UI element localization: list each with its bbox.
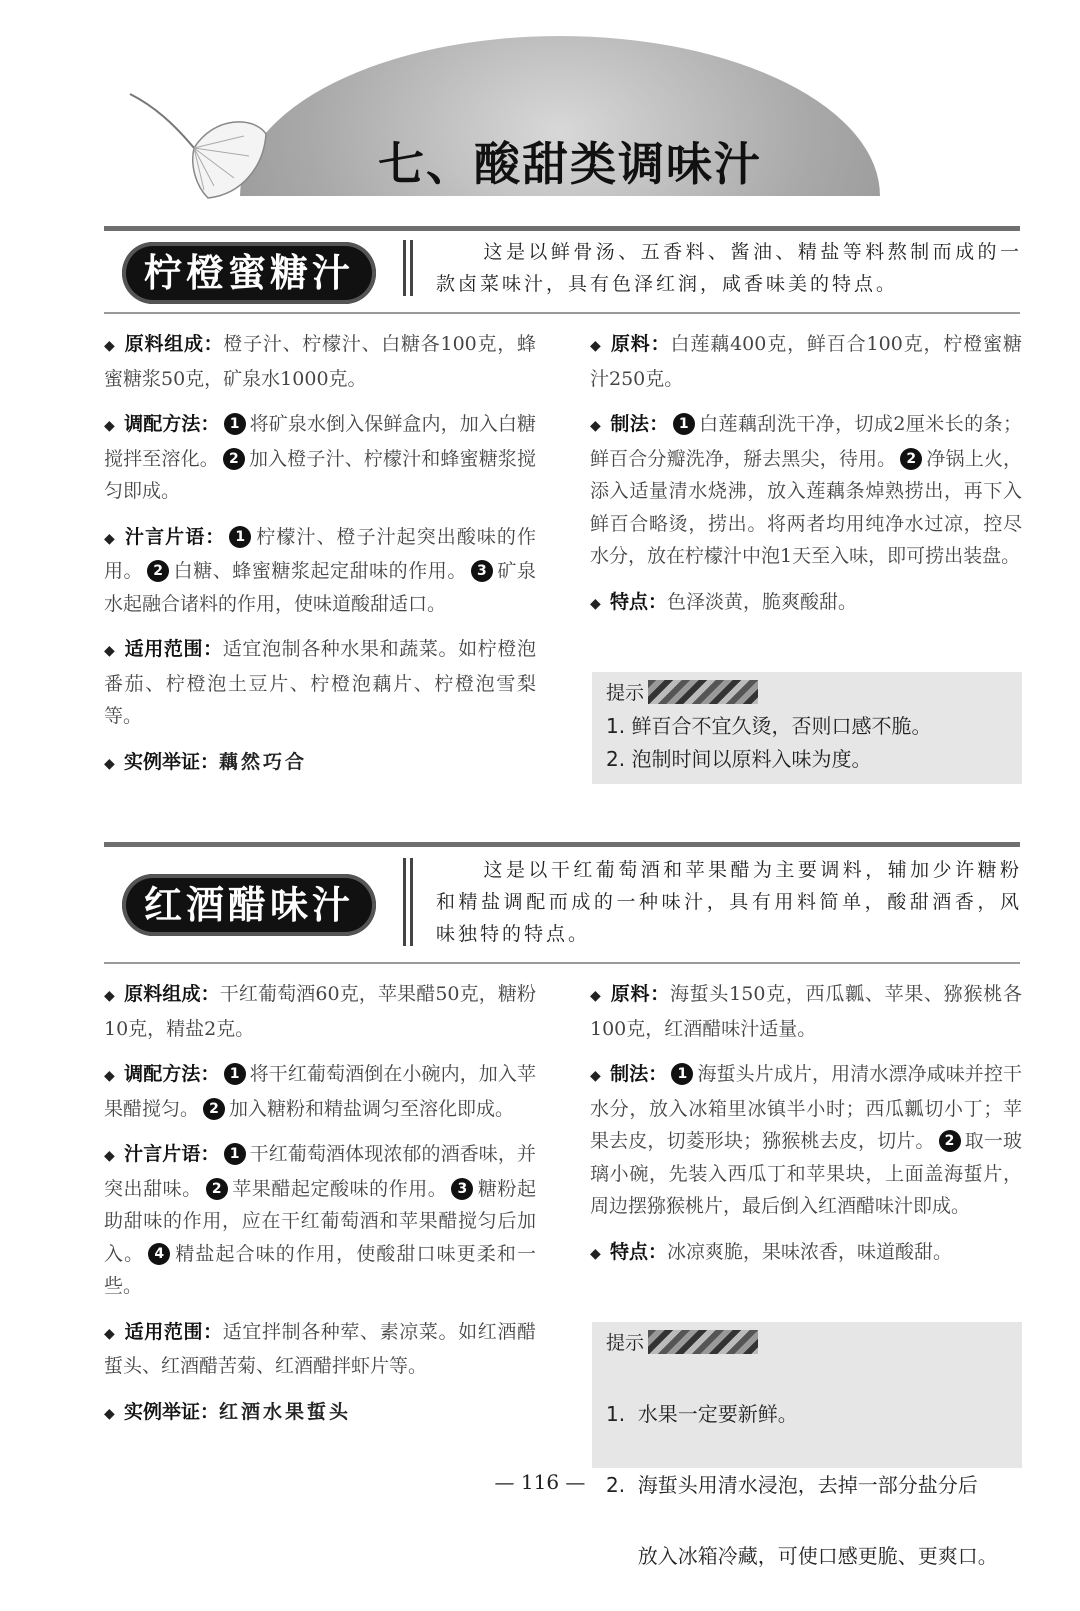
diamond-bullet-icon: ◆ [590,1068,601,1084]
section1-intro: 这是以鲜骨汤、五香料、酱油、精盐等料熬制而成的一款卤菜味汁，具有色泽红润，咸香味美的特点。 [436,241,1022,295]
section1-bottom-rule [104,312,1020,314]
notes-2: 白糖、蜂蜜糖浆起定甜味的作用。 [173,560,467,582]
diamond-bullet-icon: ◆ [104,338,115,354]
method-paragraph [104,1058,536,1125]
example-label: 实例举证： [124,1400,220,1423]
tip-item: 1. 鲜百合不宜久烫，否则口感不脆。 [606,714,932,738]
step-number-3: 3 [471,560,493,582]
step-number-1: 1 [224,1143,246,1165]
section2-right-column [590,978,1022,1283]
diamond-bullet-icon: ◆ [590,338,601,354]
diamond-bullet-icon: ◆ [590,1245,601,1262]
method-step-1: 将干红葡萄酒倒在小碗内，加入苹果醋搅匀。 [104,1063,536,1120]
recipe-ingredients-text: 海蜇头150克，西瓜瓤、苹果、猕猴桃各100克，红酒醋味汁适量。 [590,983,1022,1040]
feature-text: 色泽淡黄，脆爽酸甜。 [667,590,858,613]
recipe-ingredients-label: 原料： [610,983,670,1005]
step-number-3: 3 [451,1178,473,1200]
recipe-method-paragraph [590,1058,1022,1223]
step-number-1: 1 [224,413,246,435]
step-number-1: 1 [229,526,251,548]
recipe-ingredients-label: 原料： [610,333,671,355]
step-number-1: 1 [224,1063,246,1085]
ingredients-label: 原料组成： [124,333,224,355]
example-text: 藕然巧合 [219,750,308,773]
usage-label: 适用范围： [124,1320,223,1343]
tip-title: 提示 [606,682,645,704]
recipe-step-2: 净锅上火，添入适量清水烧沸，放入莲藕条焯熟捞出，再下入鲜百合略烫，捞出。将两者均用纯净水过凉，控尽水分，放在柠檬汁中泡1天至入味，即可捞出装盘。 [590,447,1022,567]
diamond-bullet-icon: ◆ [104,1068,115,1084]
tip-item: 2. 泡制时间以原料入味为度。 [606,747,872,771]
recipe-ingredients-paragraph [590,978,1022,1045]
step-number-2: 2 [206,1178,228,1200]
section2-divider [403,858,406,946]
section1-divider [403,240,406,296]
recipe-step-2: 取一玻璃小碗，先装入西瓜丁和苹果块，上面盖海蜇片，周边摆猕猴桃片，最后倒入红酒醋味汁即成。 [590,1130,1022,1217]
step-number-2: 2 [147,560,169,582]
diamond-bullet-icon: ◆ [590,595,601,612]
step-number-1: 1 [671,1063,693,1085]
step-number-2: 2 [900,448,922,470]
tip-stripes-decoration [648,1330,758,1354]
feature-text: 冰凉爽脆，果味浓香，味道酸甜。 [667,1240,953,1263]
diamond-bullet-icon: ◆ [104,643,115,659]
page-number: — 116 — [494,1470,586,1494]
recipe-step-1: 海蜇头片成片，用清水漂净咸味并控干水分，放入冰箱里冰镇半小时；西瓜瓤切小丁；苹果去皮，切菱形块；猕猴桃去皮，切片。 [590,1063,1022,1152]
section2-intro: 这是以干红葡萄酒和苹果醋为主要调料，辅加少许糖粉和精盐调配而成的一种味汁，具有用料简单，酸甜酒香，风味独特的特点。 [436,859,1022,945]
example-paragraph [104,746,536,781]
section2-title: 红酒醋味汁 [122,874,376,936]
notes-1: 干红葡萄酒体现浓郁的酒香味，并突出甜味。 [104,1143,536,1200]
section1-right-column [590,328,1022,633]
recipe-ingredients-paragraph [590,328,1022,395]
recipe-ingredients-text: 白莲藕400克，鲜百合100克，柠橙蜜糖汁250克。 [590,333,1022,390]
notes-3: 糖粉起助甜味的作用，应在干红葡萄酒和苹果醋搅匀后加入。 [104,1177,536,1265]
step-number-2: 2 [223,448,245,470]
step-number-2: 2 [203,1098,225,1120]
feature-paragraph [590,586,1022,621]
recipe-method-label: 制法： [610,1063,668,1085]
diamond-bullet-icon: ◆ [104,418,115,434]
section1-left-column [104,328,536,793]
notes-paragraph [104,1138,536,1303]
section1-title: 柠橙蜜糖汁 [122,242,376,304]
diamond-bullet-icon: ◆ [104,755,115,772]
section1-tip-box [592,672,1022,784]
tip-item: 1. 水果一定要新鲜。 [606,1402,798,1426]
method-label: 调配方法： [124,413,220,435]
feature-label: 特点： [610,590,668,613]
diamond-bullet-icon: ◆ [590,988,601,1004]
section1-top-rule [104,226,1020,231]
ingredients-paragraph [104,328,536,395]
section2-top-rule [104,842,1020,847]
header-arc-decoration [240,36,880,356]
diamond-bullet-icon: ◆ [104,1405,115,1422]
tip-header [606,1328,644,1355]
usage-text: 适宜泡制各种水果和蔬菜。如柠橙泡番茄、柠橙泡土豆片、柠橙泡藕片、柠橙泡雪梨等。 [104,638,536,727]
tip-header [606,678,644,705]
step-number-1: 1 [673,413,695,435]
tip-title: 提示 [606,1332,645,1354]
notes-3: 矿泉水起融合诸料的作用，使味道酸甜适口。 [104,560,536,615]
method-step-1: 将矿泉水倒入保鲜盒内，加入白糖搅拌至溶化。 [104,413,536,470]
tip-item: 2. 海蜇头用清水浸泡，去掉一部分盐分后 [606,1473,978,1497]
diamond-bullet-icon: ◆ [104,530,115,547]
example-label: 实例举证： [124,750,220,773]
method-step-2: 加入橙子汁、柠檬汁和蜂蜜糖浆搅匀即成。 [104,447,536,502]
tip-list [606,710,1016,776]
section1-divider-2 [410,240,413,296]
step-number-2: 2 [939,1130,961,1152]
ingredients-text: 干红葡萄酒60克，苹果醋50克，糖粉10克，精盐2克。 [104,983,536,1040]
tip-item: 放入冰箱冷藏，可使口感更脆、更爽口。 [606,1544,998,1568]
method-label: 调配方法： [124,1063,220,1085]
example-paragraph [104,1396,536,1431]
usage-label: 适用范围： [124,638,223,660]
notes-label: 汁言片语： [124,1143,220,1165]
diamond-bullet-icon: ◆ [104,1148,115,1164]
recipe-step-1: 白莲藕刮洗干净，切成2厘米长的条；鲜百合分瓣洗净，掰去黑尖，待用。 [590,413,1022,470]
usage-paragraph [104,633,536,733]
usage-text: 适宜拌制各种荤、素凉菜。如红酒醋蜇头、红酒醋苦菊、红酒醋拌虾片等。 [104,1320,536,1377]
ingredients-text: 橙子汁、柠檬汁、白糖各100克，蜂蜜糖浆50克，矿泉水1000克。 [104,333,536,390]
ingredients-paragraph [104,978,536,1045]
page-title: 七、酸甜类调味汁 [378,137,762,191]
method-step-2: 加入糖粉和精盐调匀至溶化即成。 [229,1097,515,1120]
notes-label: 汁言片语： [124,525,226,548]
step-number-4: 4 [148,1243,170,1265]
diamond-bullet-icon: ◆ [104,988,115,1004]
notes-2: 苹果醋起定酸味的作用。 [231,1177,448,1200]
feature-paragraph [590,1236,1022,1271]
tip-stripes-decoration [648,680,758,704]
section2-left-column [104,978,536,1443]
section2-bottom-rule [104,962,1020,964]
recipe-method-paragraph [590,408,1022,573]
section2-tip-box [592,1322,1022,1568]
diamond-bullet-icon: ◆ [590,418,601,434]
method-paragraph [104,408,536,508]
usage-paragraph [104,1316,536,1383]
notes-4: 精盐起合味的作用，使酸甜口味更柔和一些。 [104,1242,536,1297]
notes-paragraph [104,521,536,621]
notes-1: 柠檬汁、橙子汁起突出酸味的作用。 [104,525,536,582]
diamond-bullet-icon: ◆ [104,1325,115,1342]
recipe-method-label: 制法： [610,413,669,435]
feature-label: 特点： [610,1240,668,1263]
section2-divider-2 [410,858,413,946]
example-text: 红酒水果蜇头 [219,1400,352,1423]
ingredients-label: 原料组成： [124,983,220,1005]
